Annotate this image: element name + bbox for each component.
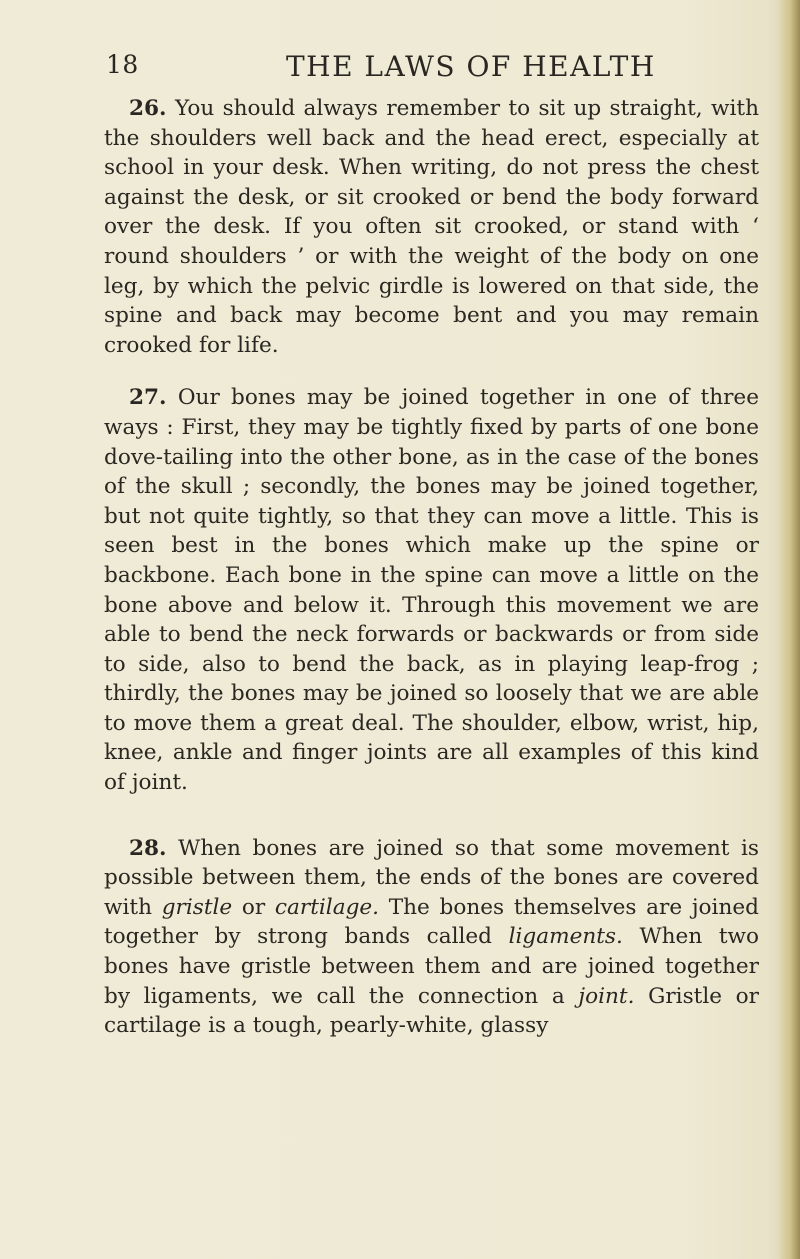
paragraph-number: 28. [129,835,167,861]
paragraph-28 [104,834,759,1041]
paragraph-text: Gristle or cartilage is a tough, pearly-white, glassy [104,983,759,1039]
page-edge-shadow [778,0,800,1259]
paragraph-text: The bones themselves are joined together by strong bands called [104,894,759,950]
term-joint: joint. [578,983,635,1009]
paragraph-number: 27. [129,385,167,411]
paragraph-text: or [241,894,266,920]
paragraph-text: Our bones may be joined together in one of three ways : First, they may be tightly fixed by parts of one bone dove-tailing into the other bone, as in the case of the bones of the skull ; secondly, the bones may be joined together, but not quite tightly, so that they can move a little. This is seen best in the bones which make up the spine or backbone. Each bone in the spine can move a little on the bone above and below it. Through this movement we are able to bend the neck forwards or backwards or from side to side, also to bend the back, as in playing leap-frog ; thirdly, the bones may be joined so loosely that we are able to move them a great deal. The shoulder, elbow, wrist, hip, knee, ankle and finger joints are all examples of this kind of joint. [104,385,759,796]
paragraph-26 [104,94,759,360]
paragraph-text: When two bones have gristle between them and are joined together by ligaments, we call the connection a [104,924,759,1009]
paragraph-text: You should always remember to sit up straight, with the shoulders well back and the head erect, especially at school in your desk. When writing, do not press the chest against the desk, or sit crooked or bend the body forward over the desk. If you often sit crooked, or stand with ‘ round shoulders ’ or with the weight of the body on one leg, by which the pelvic girdle is lowered on that side, the spine and back may become bent and you may remain crooked for life. [104,96,759,358]
term-ligaments: ligaments. [508,924,623,950]
page-header [106,50,746,90]
term-cartilage: cartilage. [274,894,380,920]
paragraph-number: 26. [129,96,167,121]
paragraph-27 [104,383,759,797]
running-title: THE LAWS OF HEALTH [286,50,656,83]
term-gristle: gristle [161,894,233,920]
paragraph-text: When bones are joined so that some movement is possible between them, the ends of the bones are covered with [104,835,759,920]
body-text [104,94,759,1064]
page-number: 18 [106,50,139,79]
